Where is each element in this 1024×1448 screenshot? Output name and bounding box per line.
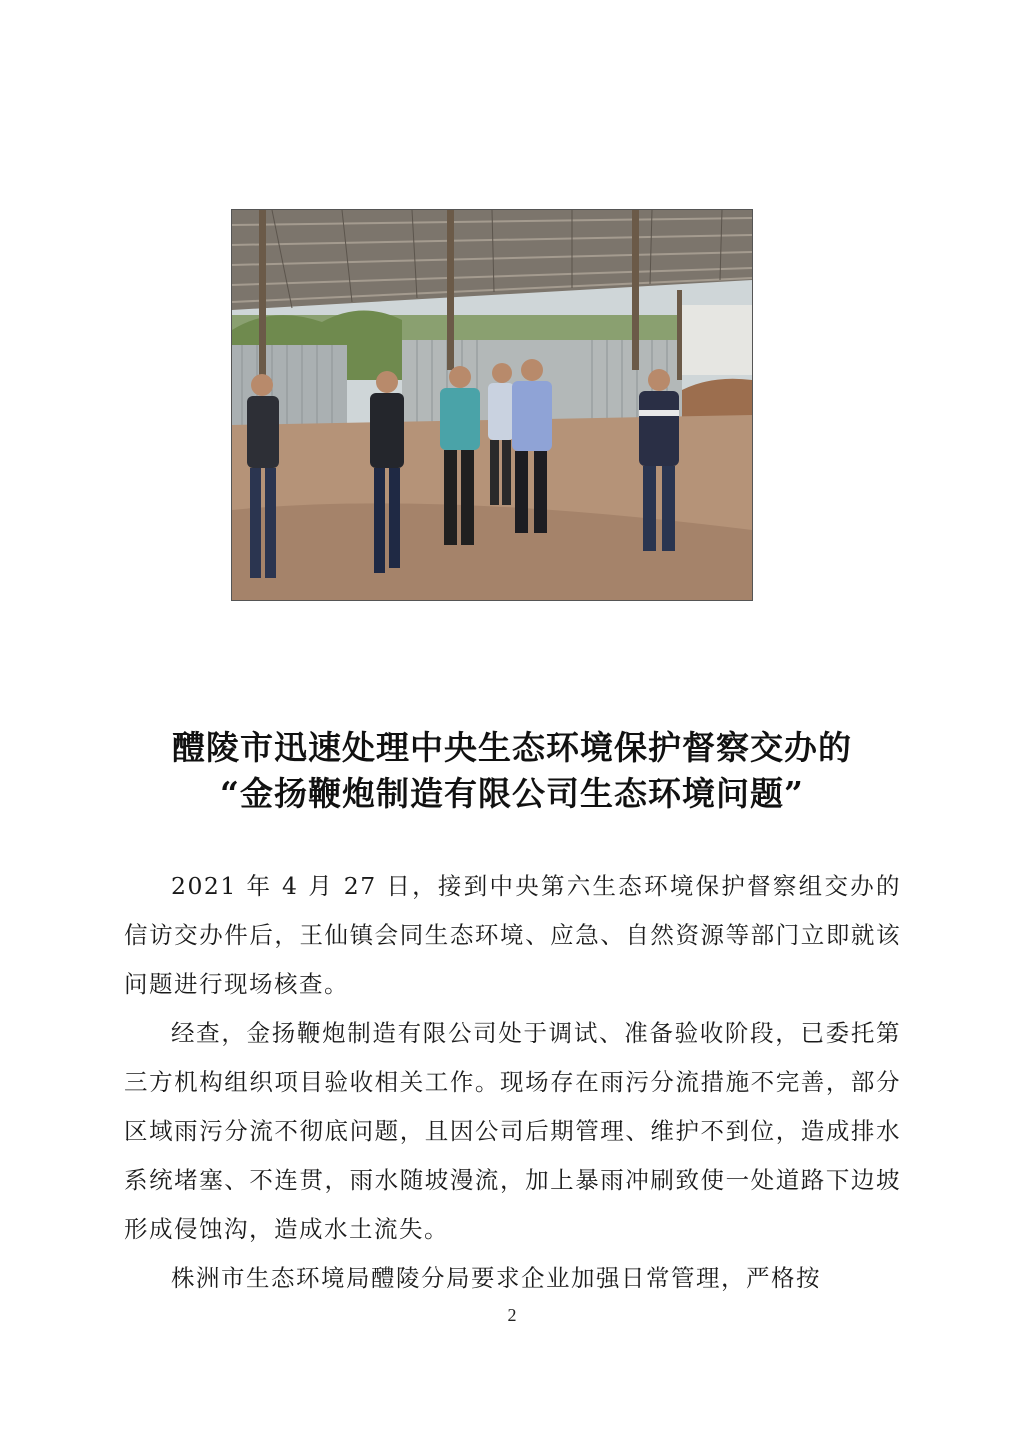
paragraph: 2021 年 4 月 27 日，接到中央第六生态环境保护督察组交办的信访交办件后，王仙镇会同生态环境、应急、自然资源等部门立即就该问题进行现场核查。 xyxy=(124,872,901,998)
paragraph: 株洲市生态环境局醴陵分局要求企业加强日常管理，严格按 xyxy=(171,1264,821,1292)
page-number: 2 xyxy=(507,1305,517,1325)
document-title-line-1: 醴陵市迅速处理中央生态环境保护督察交办的 xyxy=(172,728,852,767)
paragraph: 经查，金扬鞭炮制造有限公司处于调试、准备验收阶段，已委托第三方机构组织项目验收相关工作。现场存在雨污分流措施不完善，部分区域雨污分流不彻底问题，且因公司后期管理、维护不到位，造成排水系统堵塞、不连贯，雨水随坡漫流，加上暴雨冲刷致使一处道路下边坡形成侵蚀沟，造成水土流失。 xyxy=(124,1019,901,1243)
body-text xyxy=(124,862,901,1303)
document-title-line-2: “金扬鞭炮制造有限公司生态环境问题” xyxy=(220,774,804,813)
site-inspection-photo xyxy=(231,209,753,601)
